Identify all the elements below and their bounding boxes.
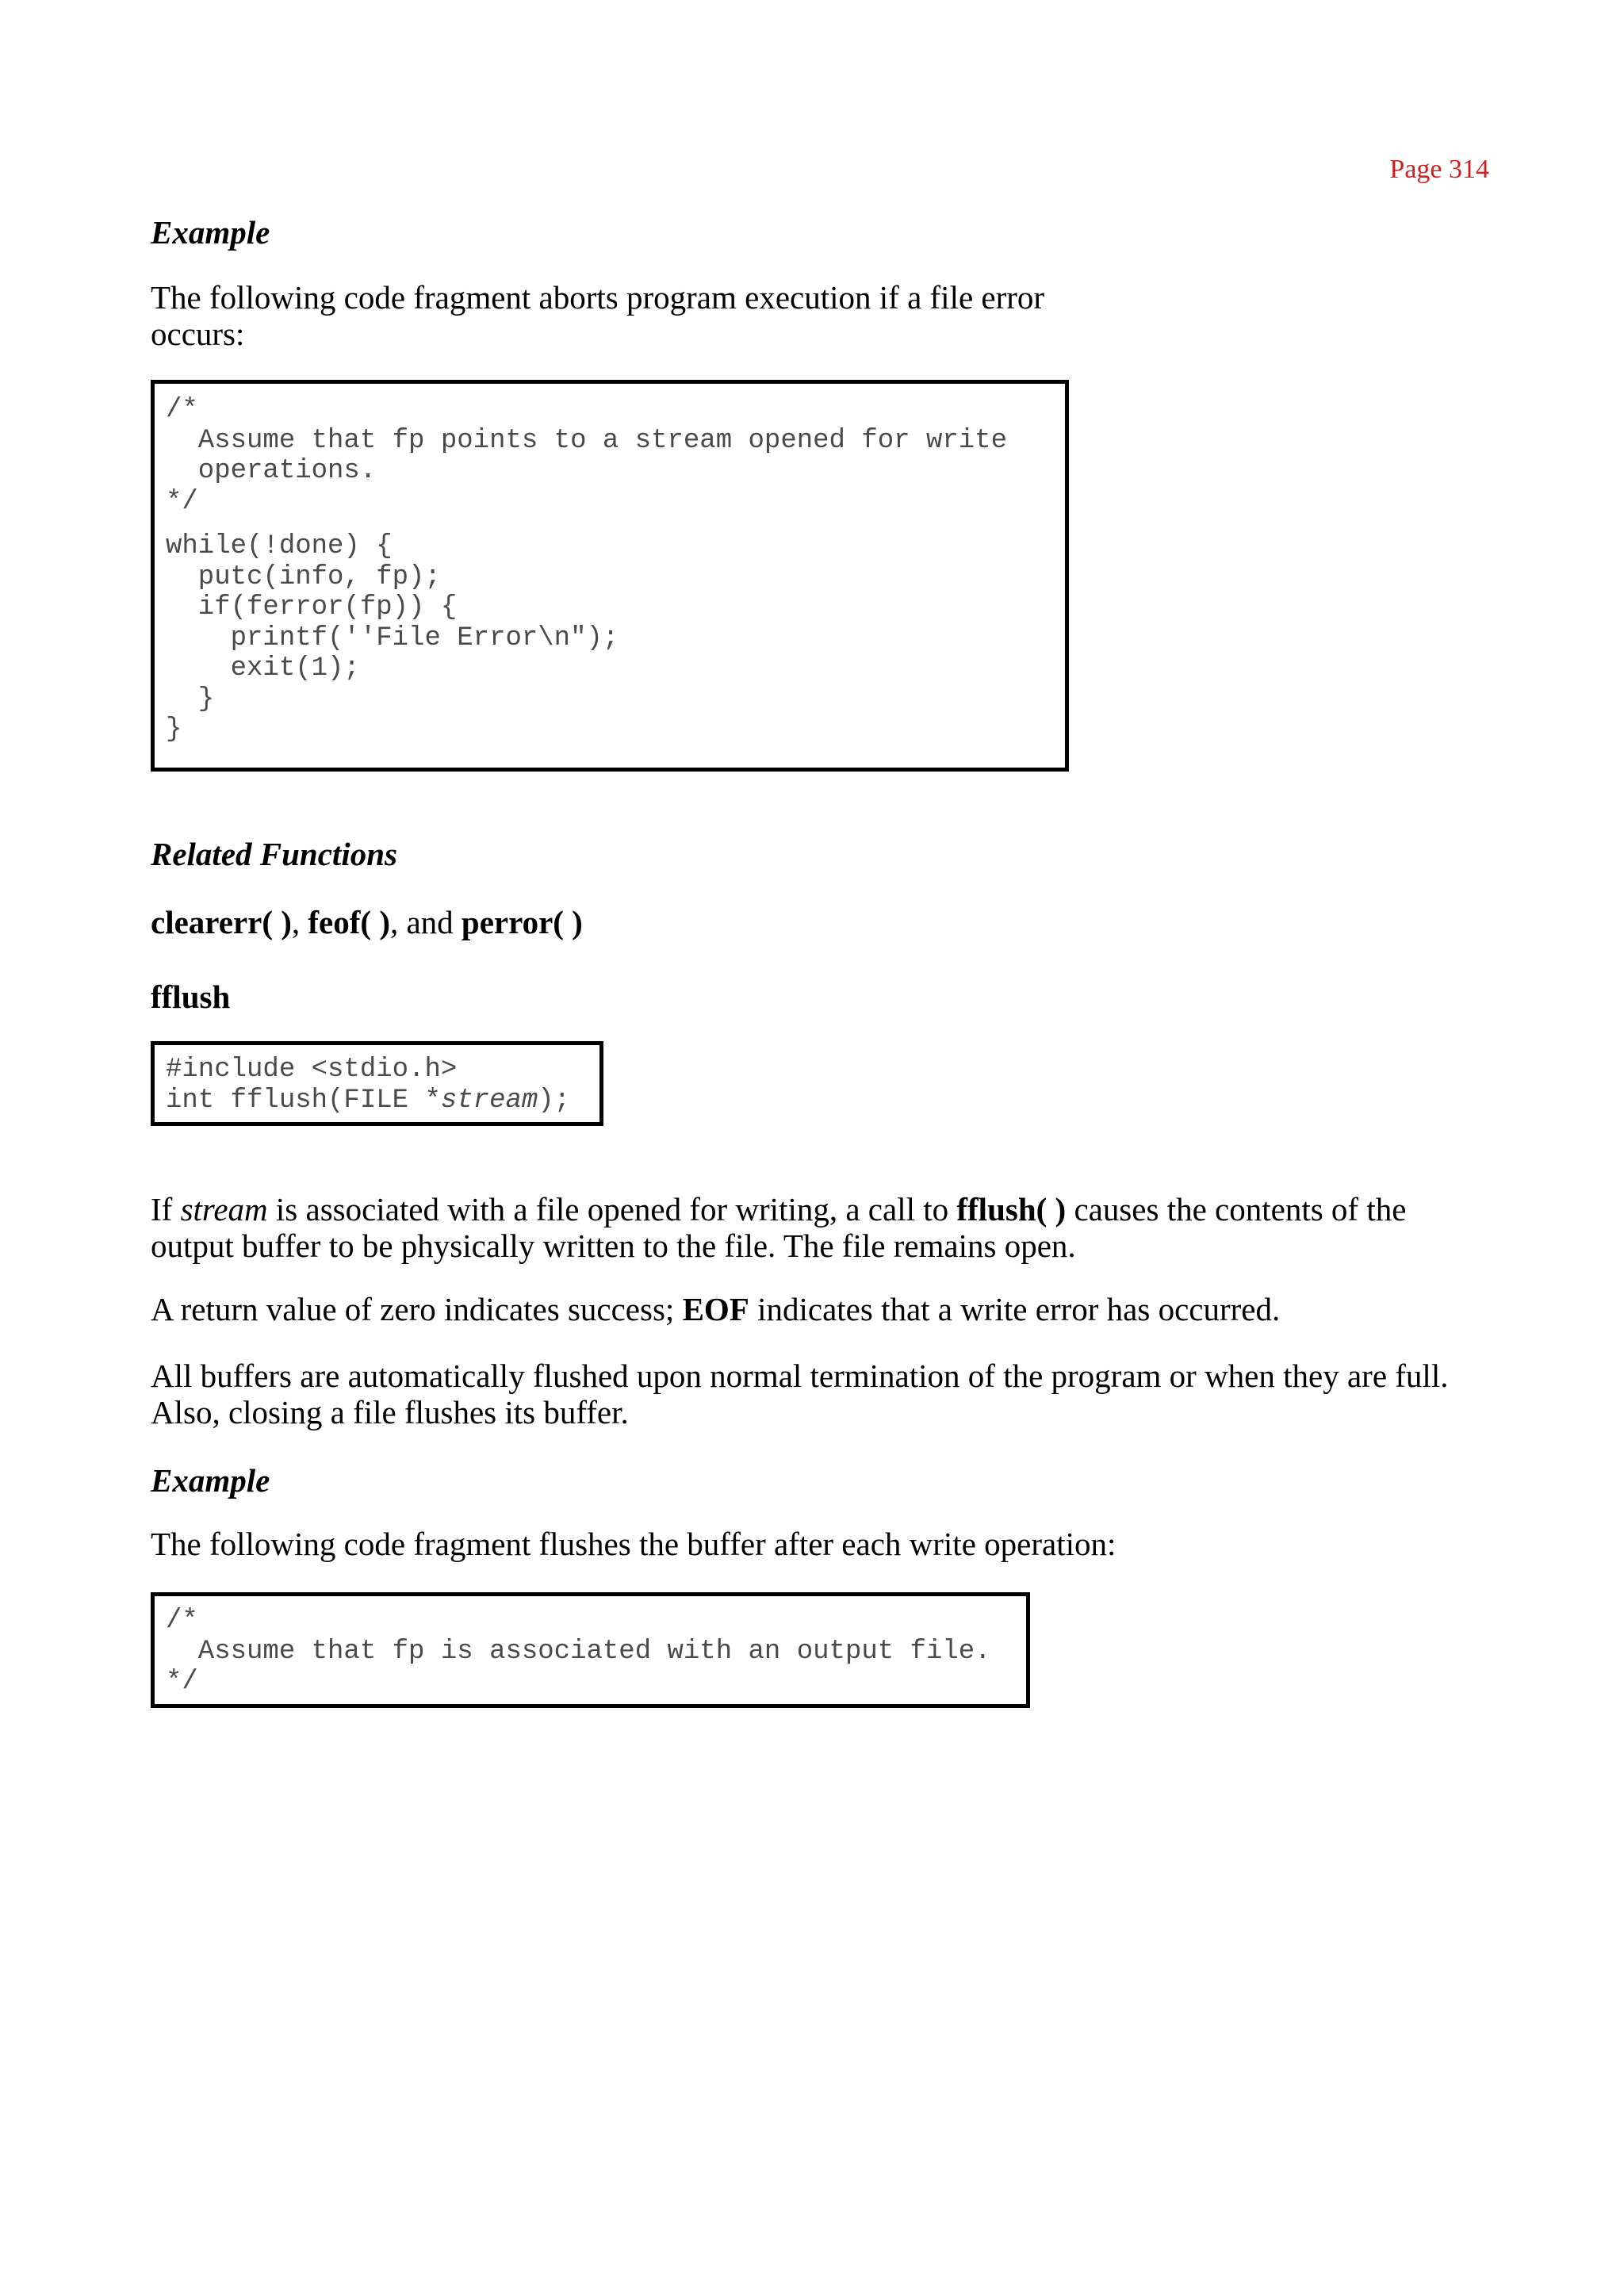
related-functions-list: clearerr( ), feof( ), and perror( ) [151, 904, 583, 940]
code-body: while(!done) { putc(info, fp); if(ferror(fp)) { printf(''File Error\n"); exit(1); } } [166, 531, 619, 745]
example-heading-2: Example [151, 1462, 270, 1499]
intro-line-1: The following code fragment aborts program execution if a file error [151, 279, 1045, 316]
related-functions-heading: Related Functions [151, 836, 397, 872]
fflush-description-2: A return value of zero indicates success; EOF indicates that a write error has occurred. [151, 1291, 1281, 1327]
fflush-description-1: If stream is associated with a file opened for writing, a call to fflush( ) causes the contents of the output buffer to be physically written to the file. The file remains open. [151, 1191, 1407, 1264]
intro-line-2: occurs: [151, 316, 245, 352]
function-title-fflush: fflush [151, 978, 231, 1015]
prototype-code: #include <stdio.h> int fflush(FILE *stream); [166, 1055, 571, 1116]
code-comment: /* Assume that fp points to a stream opened for write operations. */ [166, 395, 1007, 517]
page-number: Page 314 [1389, 155, 1489, 184]
code-block-ferror-example [151, 380, 1069, 772]
example-intro-2: The following code fragment flushes the buffer after each write operation: [151, 1526, 1116, 1562]
code-comment-2: /* Assume that fp is associated with an output file. */ [166, 1606, 991, 1697]
related-fn-perror: perror( ) [461, 904, 583, 940]
code-block-fflush-prototype [151, 1041, 603, 1126]
example-heading-1: Example [151, 214, 270, 251]
example-intro-1 [151, 279, 1044, 352]
related-fn-clearerr: clearerr( ) [151, 904, 292, 940]
related-fn-feof: feof( ) [308, 904, 390, 940]
fflush-description-3: All buffers are automatically flushed upon normal termination of the program or when they are full. Also, closing a file flushes its buffer. [151, 1358, 1449, 1430]
code-block-fflush-example [151, 1592, 1030, 1708]
